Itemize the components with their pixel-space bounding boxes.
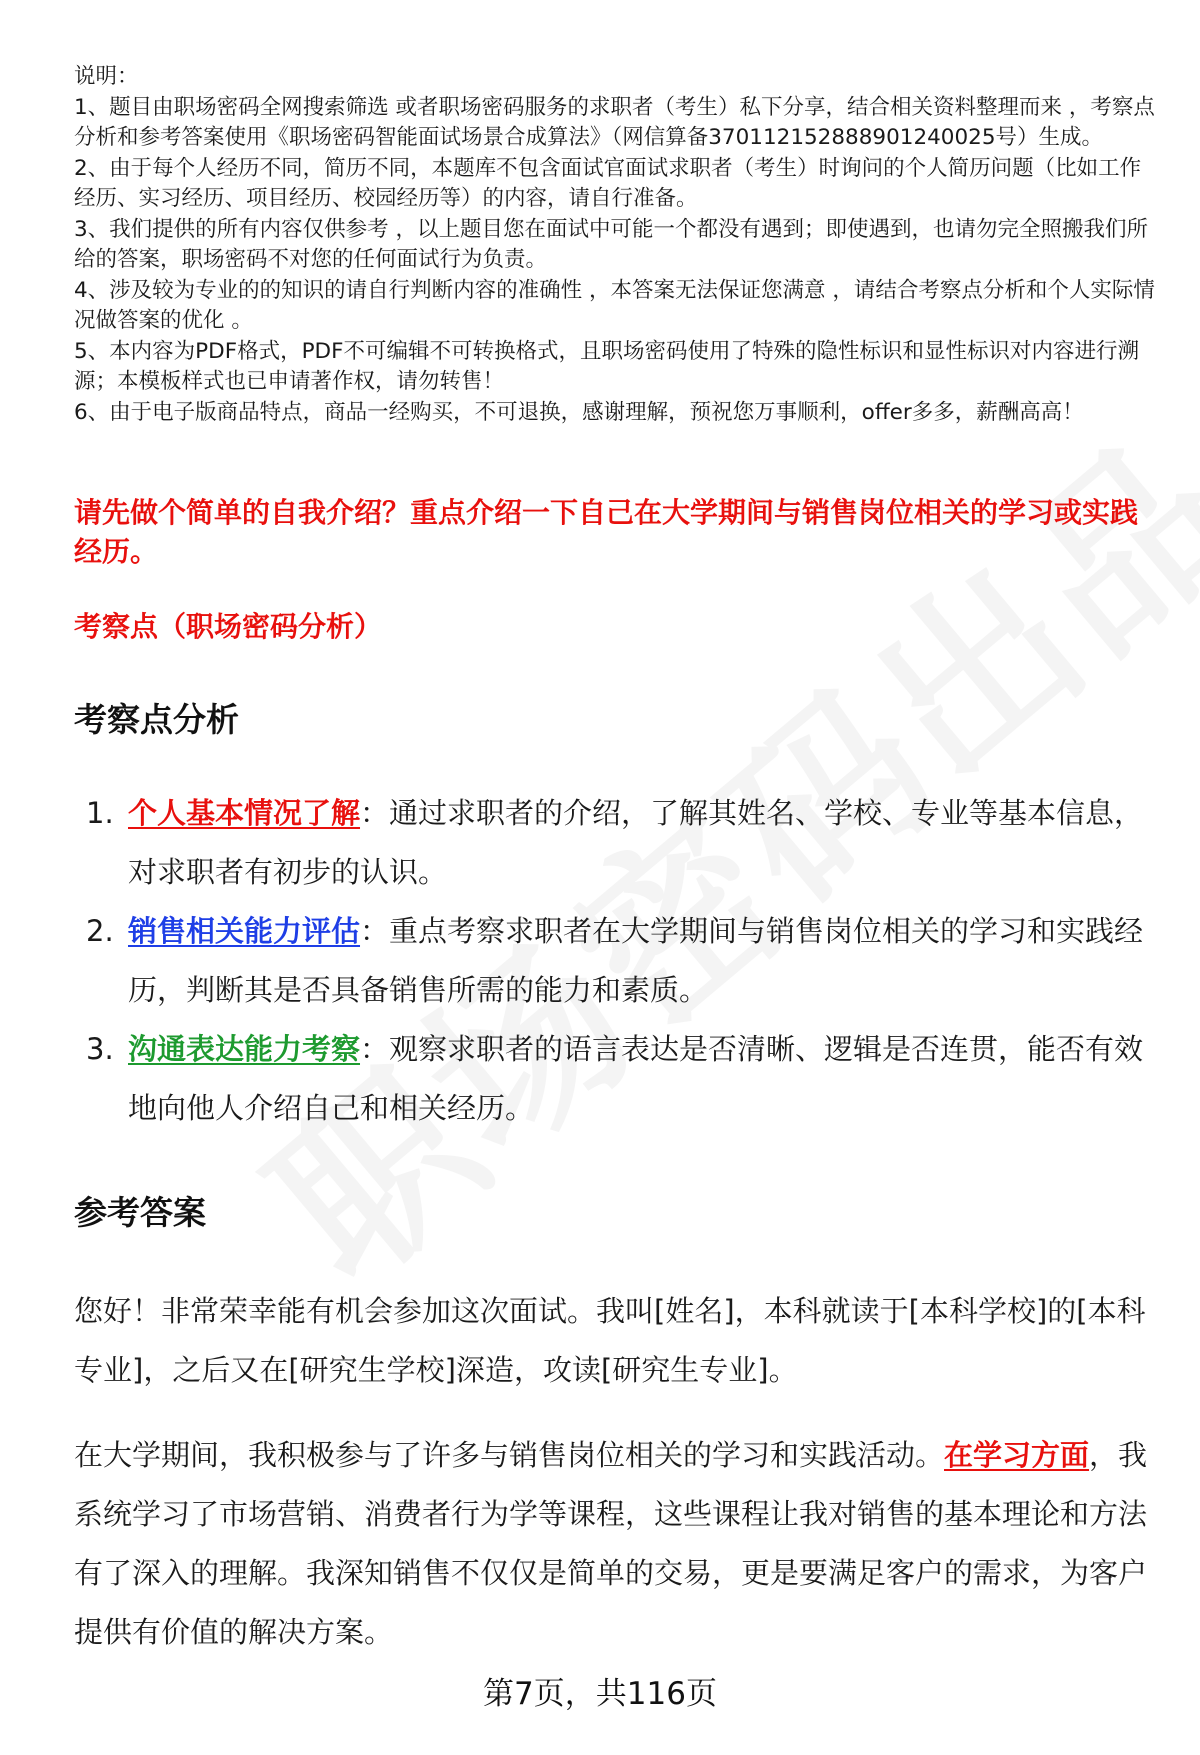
answer-text: 在大学期间，我积极参与了许多与销售岗位相关的学习和实践活动。 [74,1438,945,1472]
section-heading-answer: 参考答案 [74,1193,206,1232]
list-number: 2. [86,914,114,948]
point-keyword: 销售相关能力评估 [128,914,361,948]
answer-highlight: 在学习方面 [944,1438,1090,1472]
list-item [74,1020,1154,1138]
section-heading-analysis: 考察点分析 [74,700,239,739]
note-line: 1、题目由职场密码全网搜索筛选 或者职场密码服务的求职者（考生）私下分享，结合相关资料整理而来 ，考察点分析和参考答案使用《职场密码智能面试场景合成算法》（网信算备370112152888901240025号）生成。 [74,94,1155,150]
question-title: 请先做个简单的自我介绍？重点介绍一下自己在大学期间与销售岗位相关的学习或实践经历。 [74,496,1139,568]
disclaimer-notes [74,62,1159,428]
notes-title: 说明： [74,64,139,89]
analysis-label: 考察点（职场密码分析） [74,610,383,643]
point-text: ：通过求职者的介绍，了解其姓名、学校、专业等基本信息，对求职者有初步的认识。 [128,796,1144,889]
note-line: 6、由于电子版商品特点，商品一经购买，不可退换，感谢理解，预祝您万事顺利，offer多多，薪酬高高！ [74,399,1084,425]
point-text: ：观察求职者的语言表达是否清晰、逻辑是否连贯，能否有效地向他人介绍自己和相关经历。 [128,1032,1144,1125]
list-number: 1. [86,796,114,830]
list-number: 3. [86,1032,114,1066]
answer-text: ，我系统学习了市场营销、消费者行为学等课程，这些课程让我对销售的基本理论和方法有了深入的理解。我深知销售不仅仅是简单的交易，更是要满足客户的需求，为客户提供有价值的解决方案。 [74,1438,1148,1649]
note-line: 5、本内容为PDF格式，PDF不可编辑不可转换格式，且职场密码使用了特殊的隐性标识和显性标识对内容进行溯源；本模板样式也已申请著作权，请勿转售！ [74,338,1139,394]
point-keyword: 个人基本情况了解 [128,796,361,830]
point-text: ：重点考察求职者在大学期间与销售岗位相关的学习和实践经历，判断其是否具备销售所需的能力和素质。 [128,914,1144,1007]
note-line: 4、涉及较为专业的的知识的请自行判断内容的准确性 ，本答案无法保证您满意 ，请结合考察点分析和个人实际情况做答案的优化 。 [74,277,1155,333]
answer-paragraph [74,1426,1156,1662]
note-line: 2、由于每个人经历不同，简历不同，本题库不包含面试官面试求职者（考生）时询问的个人简历问题（比如工作经历、实习经历、项目经历、校园经历等）的内容，请自行准备。 [74,155,1142,211]
note-line: 3、我们提供的所有内容仅供参考 ，以上题目您在面试中可能一个都没有遇到；即使遇到，也请勿完全照搬我们所给的答案，职场密码不对您的任何面试行为负责。 [74,216,1149,272]
answer-paragraph: 您好！非常荣幸能有机会参加这次面试。我叫[姓名]，本科就读于[本科学校]的[本科专业]，之后又在[研究生学校]深造，攻读[研究生专业]。 [74,1294,1146,1387]
list-item [74,784,1154,902]
point-keyword: 沟通表达能力考察 [128,1032,361,1066]
page-number: 第7页，共116页 [483,1676,717,1712]
analysis-points-list [74,784,1154,1138]
list-item [74,902,1154,1020]
